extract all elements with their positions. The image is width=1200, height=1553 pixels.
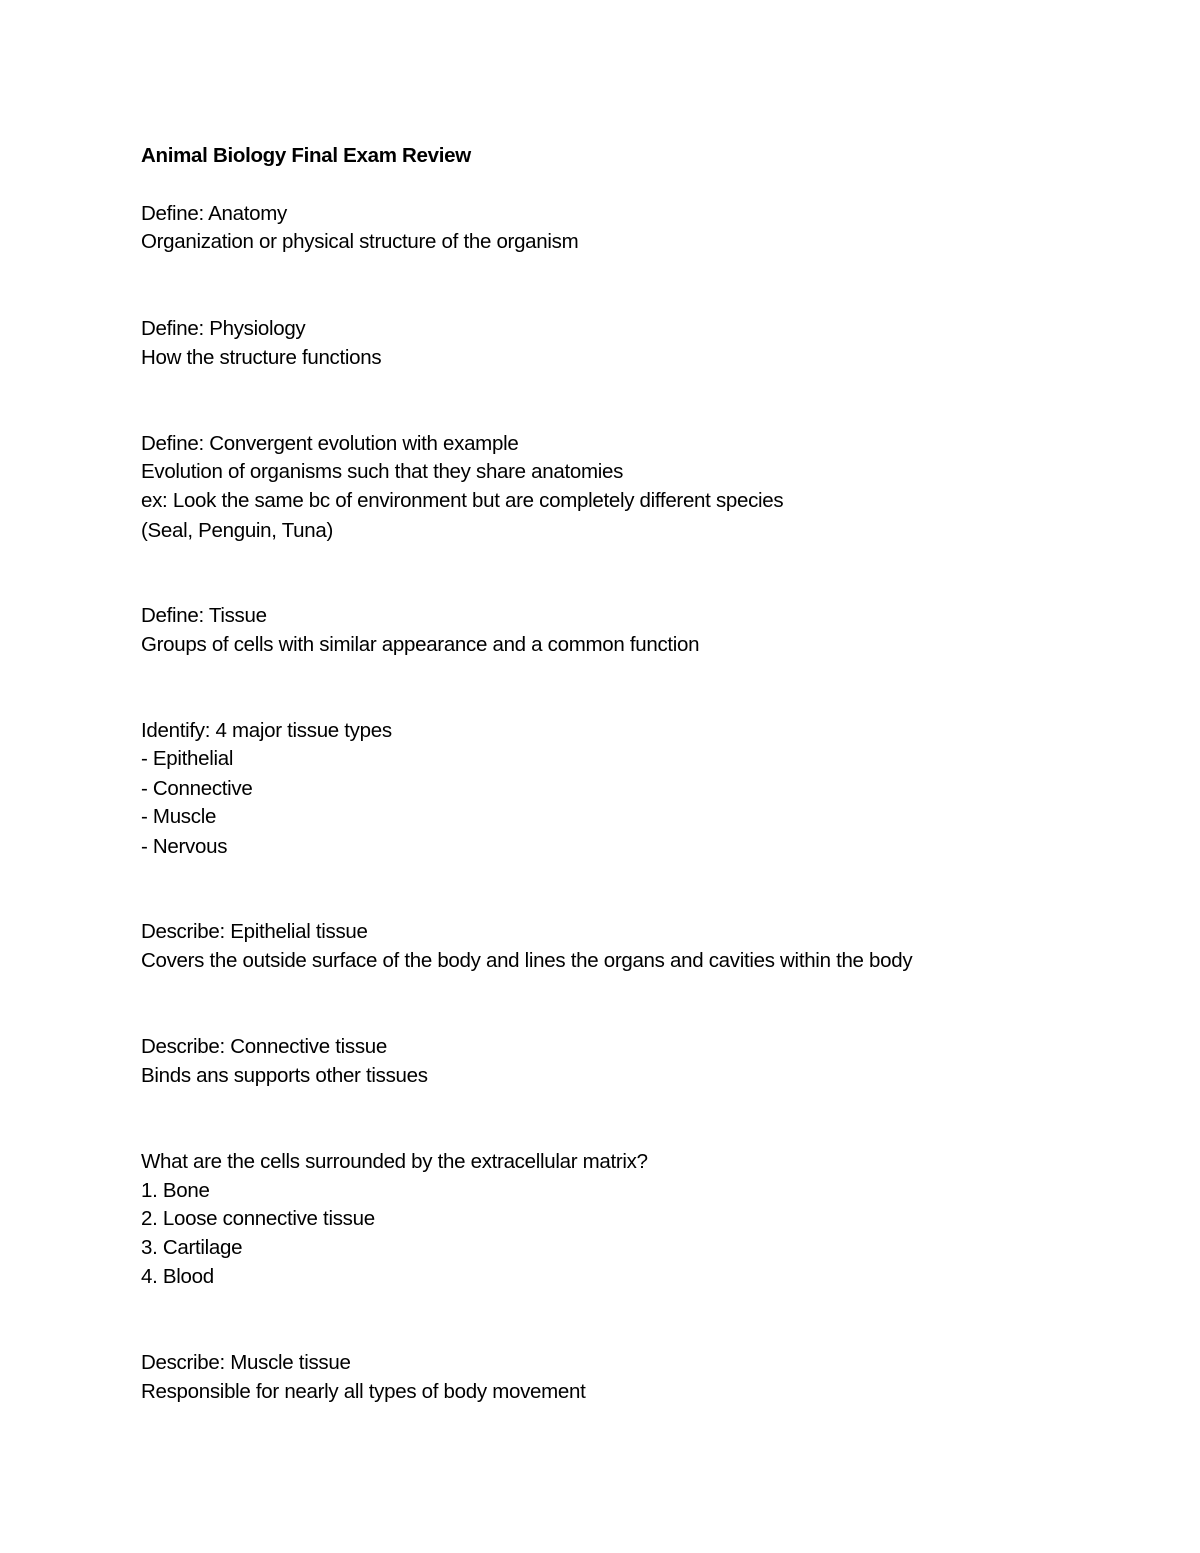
list-item: 4. Blood xyxy=(141,1265,214,1288)
section-text-line: Evolution of organisms such that they share anatomies xyxy=(141,460,624,483)
document-title: Animal Biology Final Exam Review xyxy=(141,144,471,167)
section-text-connective: Binds ans supports other tissues xyxy=(141,1064,428,1087)
section-heading-muscle: Describe: Muscle tissue xyxy=(141,1351,351,1374)
section-text-anatomy: Organization or physical structure of the organism xyxy=(141,230,579,253)
list-item: - Muscle xyxy=(141,805,217,828)
list-item: 3. Cartilage xyxy=(141,1236,243,1259)
list-item: 1. Bone xyxy=(141,1179,210,1202)
list-item: - Epithelial xyxy=(141,747,234,770)
section-heading-tissue-types: Identify: 4 major tissue types xyxy=(141,719,392,742)
section-heading-epithelial: Describe: Epithelial tissue xyxy=(141,920,368,943)
section-text-epithelial: Covers the outside surface of the body and lines the organs and cavities within the body xyxy=(141,949,913,972)
section-heading-convergent-evolution: Define: Convergent evolution with example xyxy=(141,432,519,455)
section-text-line: (Seal, Penguin, Tuna) xyxy=(141,519,333,542)
section-heading-connective: Describe: Connective tissue xyxy=(141,1035,387,1058)
section-text-line: ex: Look the same bc of environment but are completely different species xyxy=(141,489,784,512)
section-heading-extracellular-matrix: What are the cells surrounded by the extracellular matrix? xyxy=(141,1150,648,1173)
list-item: 2. Loose connective tissue xyxy=(141,1207,375,1230)
section-text-muscle: Responsible for nearly all types of body movement xyxy=(141,1380,586,1403)
section-heading-physiology: Define: Physiology xyxy=(141,317,306,340)
list-item: - Nervous xyxy=(141,835,228,858)
section-heading-anatomy: Define: Anatomy xyxy=(141,202,287,225)
section-text-tissue: Groups of cells with similar appearance and a common function xyxy=(141,633,700,656)
list-item: - Connective xyxy=(141,777,253,800)
section-text-physiology: How the structure functions xyxy=(141,346,382,369)
section-heading-tissue: Define: Tissue xyxy=(141,604,267,627)
